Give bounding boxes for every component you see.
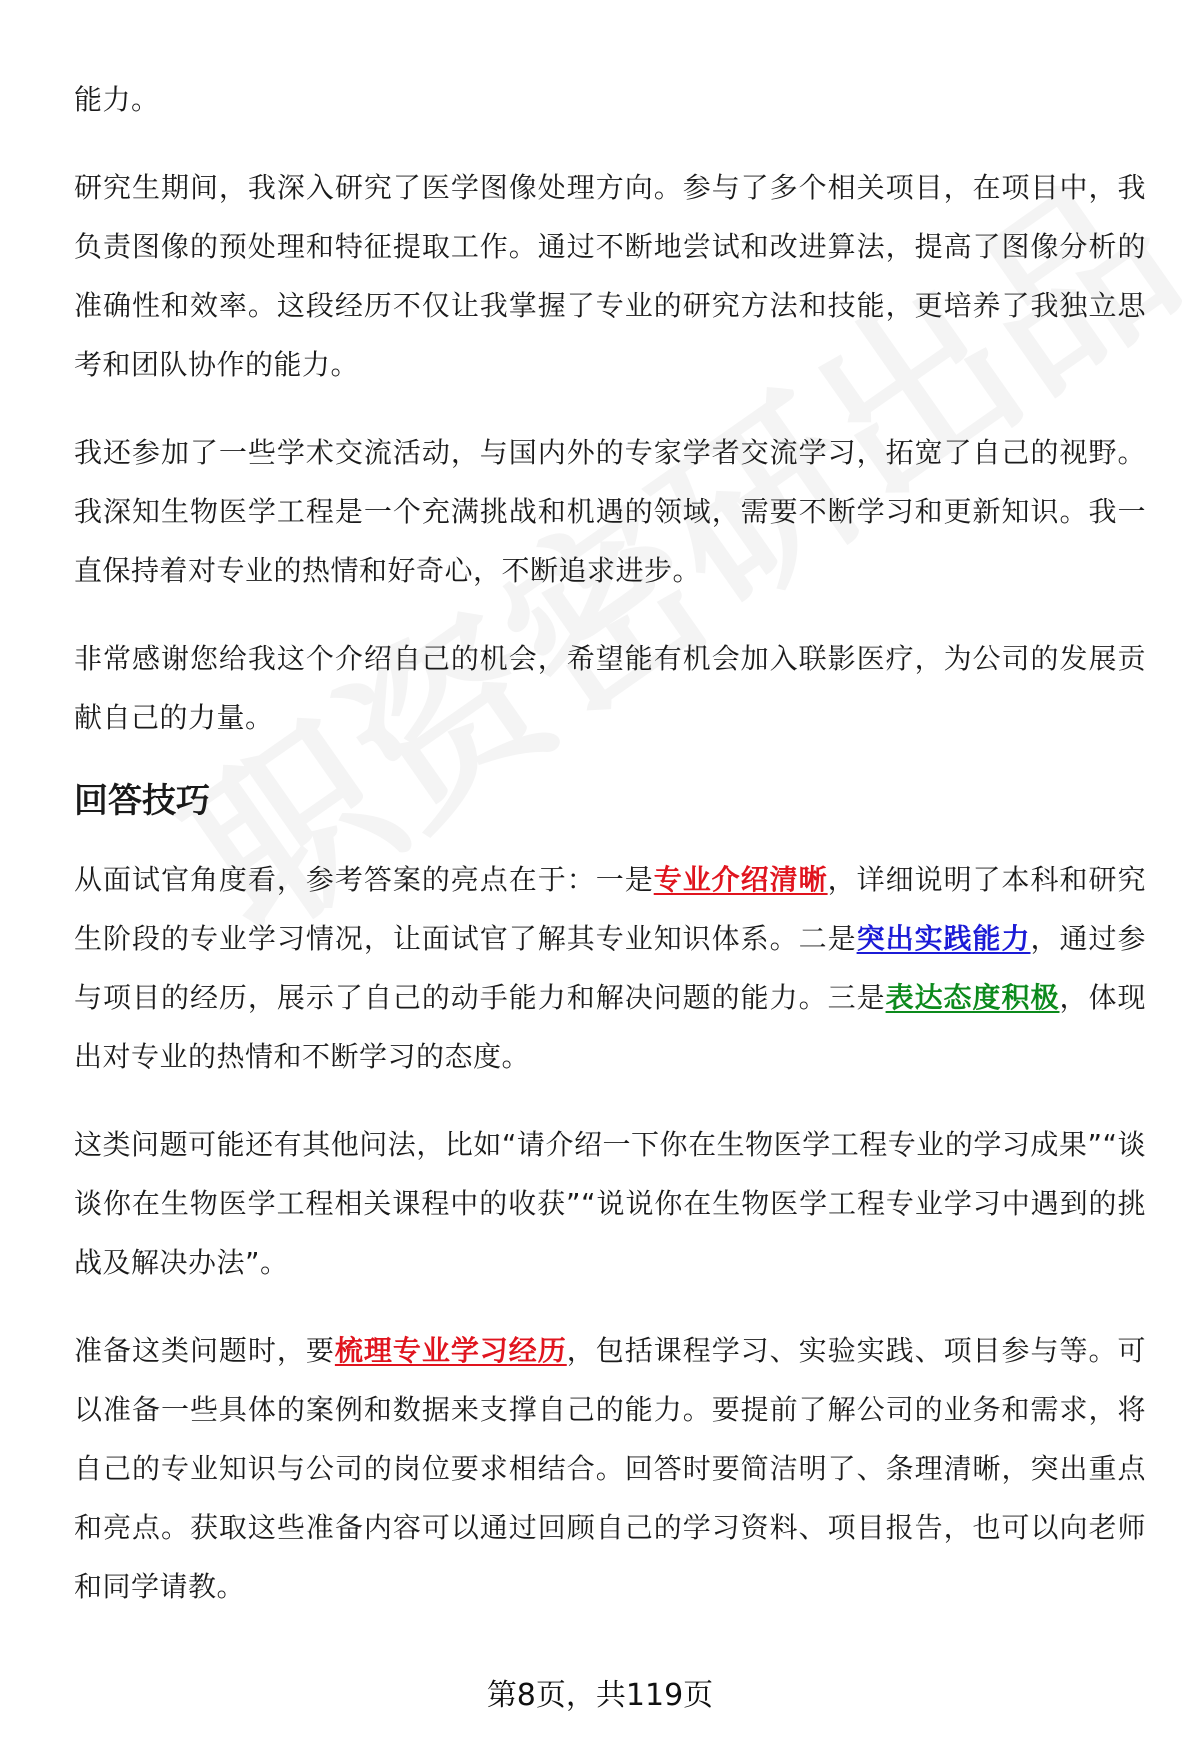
text-run: ，体现出对专业的热情和不断学习的态度。 (74, 981, 1146, 1073)
paragraph: 非常感谢您给我这个介绍自己的机会，希望能有机会加入联影医疗，为公司的发展贡献自己的力量。 (74, 642, 1146, 734)
text-run: ，详细说明了本科和研究生阶段的专业学习情况，让面试官了解其专业知识体系。二是 (74, 863, 1146, 955)
text-run: ，通过参与项目的经历，展示了自己的动手能力和解决问题的能力。三是 (74, 922, 1146, 1014)
highlight-practical-ability: 突出实践能力 (856, 922, 1031, 955)
page-number: 第8页，共119页 (486, 1678, 714, 1713)
paragraph: 研究生期间，我深入研究了医学图像处理方向。参与了多个相关项目，在项目中，我负责图像的预处理和特征提取工作。通过不断地尝试和改进算法，提高了图像分析的准确性和效率。这段经历不仅让我掌握了专业的研究方法和技能，更培养了我独立思考和团队协作的能力。 (74, 171, 1146, 381)
paragraph: 能力。 (74, 83, 160, 116)
text-run: 从面试官角度看，参考答案的亮点在于：一是 (74, 863, 654, 896)
highlight-study-experience: 梳理专业学习经历 (334, 1334, 567, 1367)
highlight-professional-intro: 专业介绍清晰 (653, 863, 828, 896)
text-run: 准备这类问题时，要 (74, 1334, 335, 1367)
other-questions-paragraph: 这类问题可能还有其他问法，比如“请介绍一下你在生物医学工程专业的学习成果”“谈谈你在生物医学工程相关课程中的收获”“说说你在生物医学工程专业学习中遇到的挑战及解决办法”。 (74, 1128, 1146, 1279)
prep-paragraph (74, 1321, 1146, 1616)
highlight-positive-attitude: 表达态度积极 (885, 981, 1060, 1014)
tips-paragraph (74, 850, 1146, 1086)
text-run: ，包括课程学习、实验实践、项目参与等。可以准备一些具体的案例和数据来支撑自己的能力。要提前了解公司的业务和需求，将自己的专业知识与公司的岗位要求相结合。回答时要简洁明了、条理清晰，突出重点和亮点。获取这些准备内容可以通过回顾自己的学习资料、项目报告，也可以向老师和同学请教。 (74, 1334, 1146, 1603)
document-body (74, 70, 1146, 1645)
section-title: 回答技巧 (74, 781, 210, 821)
paragraph: 我还参加了一些学术交流活动，与国内外的专家学者交流学习，拓宽了自己的视野。我深知生物医学工程是一个充满挑战和机遇的领域，需要不断学习和更新知识。我一直保持着对专业的热情和好奇心，不断追求进步。 (74, 436, 1146, 587)
